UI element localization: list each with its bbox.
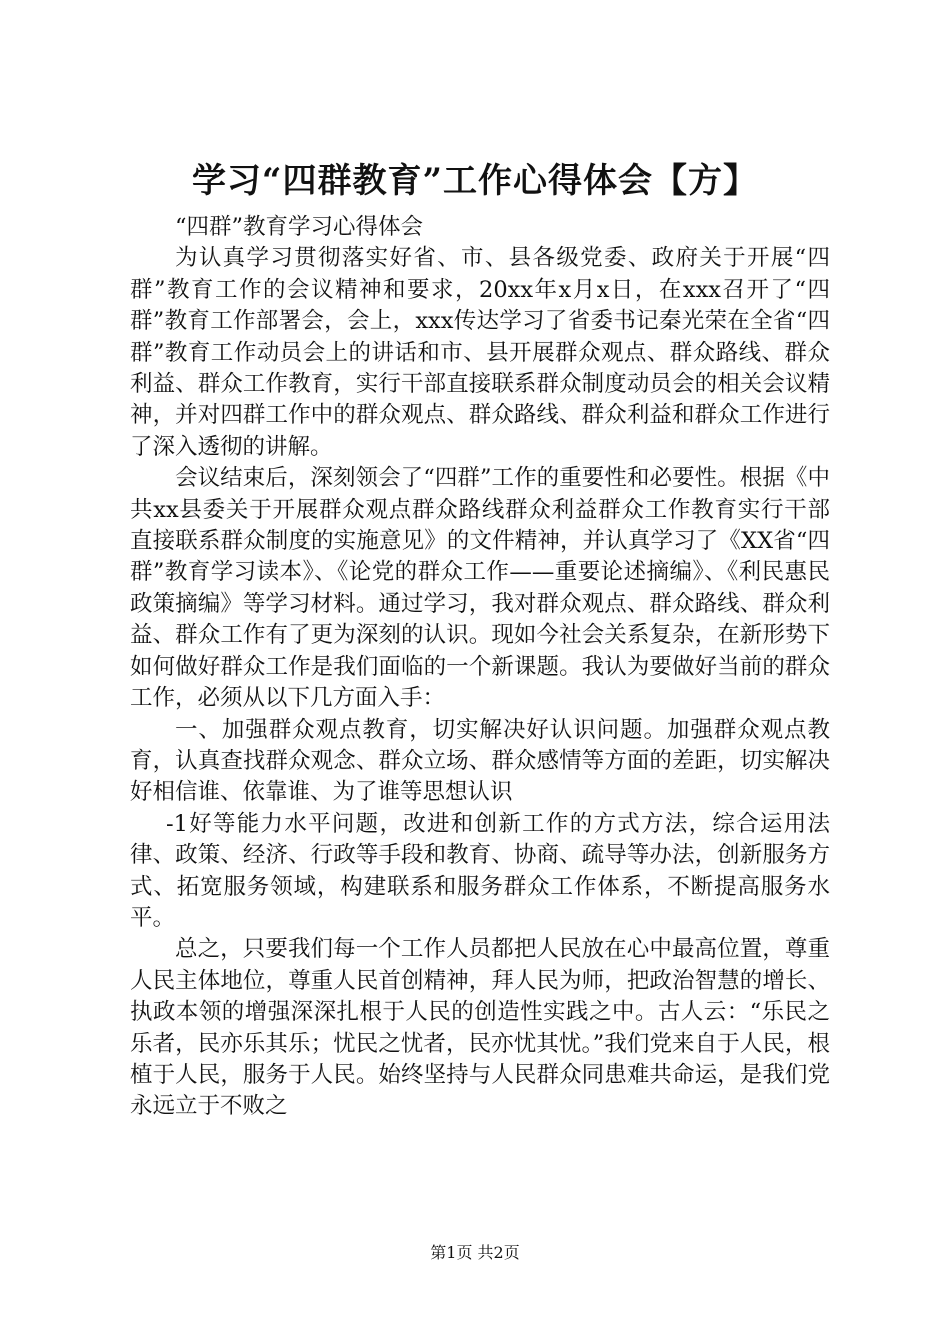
paragraph-3: 一、加强群众观点教育，切实解决好认识问题。加强群众观点教育，认真查找群众观念、群众立场、群众感情等方面的差距，切实解决好相信谁、依靠谁、为了谁等思想认识 bbox=[130, 716, 830, 806]
document-body bbox=[130, 212, 830, 1123]
paragraph-1: 为认真学习贯彻落实好省、市、县各级党委、政府关于开展“四群”教育工作的会议精神和要求，20xx年x月x日，在xxx召开了“四群”教育工作部署会，会上，xxx传达学习了省委书记秦光荣在全省“四群”教育工作动员会上的讲话和市、县开展群众观点、群众路线、群众利益、群众工作教育，实行干部直接联系群众制度动员会的相关会议精神，并对四群工作中的群众观点、群众路线、群众利益和群众工作进行了深入透彻的讲解。 bbox=[130, 245, 830, 460]
page-number-footer: 第1页 共2页 bbox=[430, 1243, 520, 1262]
document-title: 学习“四群教育”工作心得体会【方】 bbox=[191, 161, 759, 201]
paragraph-4: -1好等能力水平问题，改进和创新工作的方式方法，综合运用法律、政策、经济、行政等手段和教育、协商、疏导等办法，创新服务方式、拓宽服务领域，构建联系和服务群众工作体系，不断提高服务水平。 bbox=[130, 810, 830, 931]
paragraph-2: 会议结束后，深刻领会了“四群”工作的重要性和必要性。根据《中共xx县委关于开展群众观点群众路线群众利益群众工作教育实行干部直接联系群众制度的实施意见》的文件精神，并认真学习了《XX省“四群”教育学习读本》、《论党的群众工作——重要论述摘编》、《利民惠民政策摘编》等学习材料。通过学习，我对群众观点、群众路线、群众利益、群众工作有了更为深刻的认识。现如今社会关系复杂，在新形势下如何做好群众工作是我们面临的一个新课题。我认为要做好当前的群众工作，必须从以下几方面入手： bbox=[130, 465, 830, 712]
paragraph-conclusion: 总之，只要我们每一个工作人员都把人民放在心中最高位置，尊重人民主体地位，尊重人民首创精神，拜人民为师，把政治智慧的增长、执政本领的增强深深扎根于人民的创造性实践之中。古人云：“乐民之乐者，民亦乐其乐；忧民之忧者，民亦忧其忧。”我们党来自于人民，根植于人民，服务于人民。始终坚持与人民群众同患难共命运，是我们党永远立于不败之 bbox=[130, 936, 830, 1120]
document-subtitle: “四群”教育学习心得体会 bbox=[175, 214, 424, 240]
